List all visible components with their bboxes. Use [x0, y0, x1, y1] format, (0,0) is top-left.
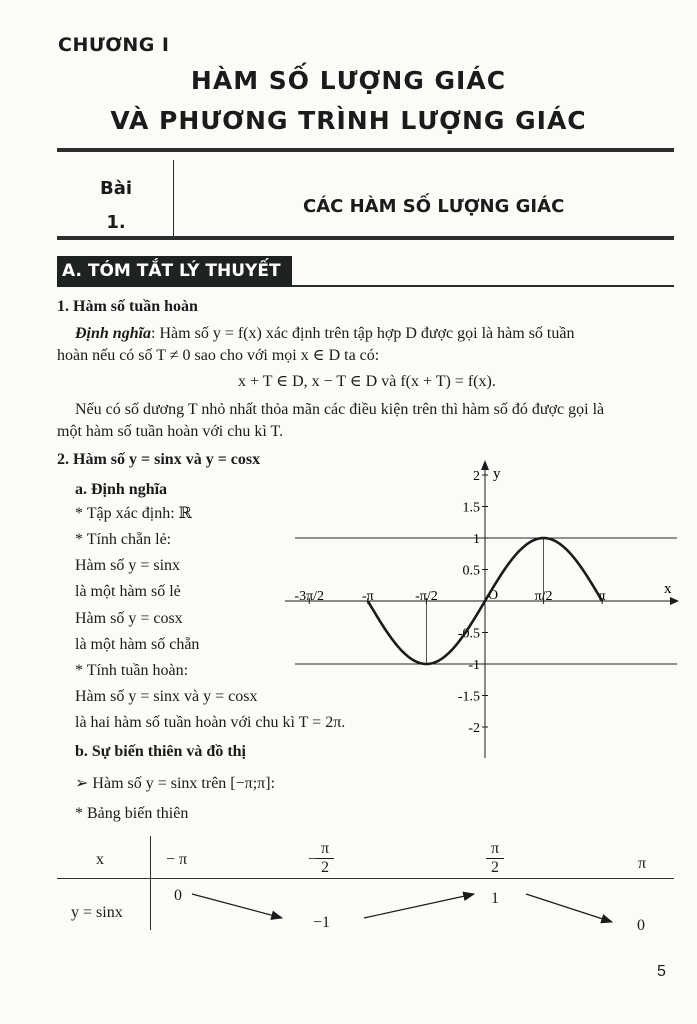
- x-axis-label: x: [664, 581, 672, 597]
- y-axis-arrow: [481, 460, 489, 470]
- x-axis-arrow: [670, 597, 679, 605]
- definition-formula: x + T ∈ D, x − T ∈ D và f(x + T) = f(x).: [238, 373, 496, 390]
- fraction-numerator: π: [316, 840, 334, 859]
- sin-parity-line1: Hàm số y = sinx: [75, 557, 181, 574]
- chapter-title-line1: HÀM SỐ LƯỢNG GIÁC: [190, 66, 507, 95]
- cos-parity-line1: Hàm số y = cosx: [75, 610, 183, 627]
- y-tick-label: -0.5: [457, 626, 480, 642]
- part2-heading: 2. Hàm số y = sinx và y = cosx: [57, 451, 261, 468]
- sin-interval-item: ➢ Hàm số y = sinx trên [−π;π]:: [75, 775, 276, 792]
- lesson-label-word: Bài: [100, 178, 133, 199]
- x-tick-label: -3π/2: [294, 589, 325, 604]
- x-tick-label: π/2: [534, 589, 553, 604]
- table-y-value-0: 0: [174, 887, 182, 904]
- lesson-title: CÁC HÀM SỐ LƯỢNG GIÁC: [303, 196, 565, 217]
- y-tick-label: -1: [468, 658, 480, 673]
- header-divider: [57, 148, 674, 152]
- fraction-denominator: 2: [321, 859, 329, 876]
- y-tick-label: -2: [468, 721, 480, 736]
- decreasing-arrow: [526, 894, 612, 922]
- lesson-label-number: 1.: [106, 212, 126, 233]
- table-y-label: y = sinx: [71, 904, 123, 921]
- definition-line2: hoàn nếu có số T ≠ 0 sao cho với mọi x ∈ D ta có:: [57, 347, 380, 364]
- table-x-value-neg-pi: − π: [166, 851, 188, 868]
- chapter-label: CHƯƠNG I: [58, 34, 170, 56]
- cos-parity-line2: là một hàm số chẵn: [75, 636, 200, 653]
- table-y-value-3: 0: [637, 917, 645, 934]
- subsection-a: a. Định nghĩa: [75, 481, 168, 498]
- decreasing-arrow: [192, 894, 282, 918]
- sin-parity-line2: là một hàm số lẻ: [75, 583, 181, 600]
- sine-graph: [285, 458, 680, 758]
- y-tick-label: 2: [473, 469, 480, 484]
- periodic-line1: Hàm số y = sinx và y = cosx: [75, 688, 258, 705]
- table-x-value-half-pi: [486, 840, 504, 877]
- lesson-separator: [173, 160, 174, 236]
- domain-item: * Tập xác định: ℝ: [75, 505, 192, 522]
- x-tick-label: -π: [361, 589, 374, 604]
- period-note-line1: Nếu có số dương T nhỏ nhất thỏa mãn các điều kiện trên thì hàm số đó được gọi là: [75, 401, 605, 418]
- table-x-sign: −: [308, 851, 318, 868]
- y-axis-label: y: [493, 466, 501, 482]
- y-tick-label: 1.5: [462, 500, 480, 516]
- table-x-value-pi: π: [638, 855, 647, 872]
- page-number: 5: [657, 963, 666, 980]
- x-tick-label: -π/2: [415, 589, 438, 604]
- variation-table-heading: * Bảng biến thiên: [75, 805, 189, 822]
- fraction-numerator: π: [486, 840, 504, 859]
- y-tick-label: 0.5: [462, 563, 480, 579]
- variation-arrows: [150, 878, 690, 938]
- table-x-value-neg-half-pi: [316, 840, 334, 877]
- subsection-b: b. Sự biến thiên và đồ thị: [75, 743, 246, 760]
- table-y-value-2: 1: [491, 890, 499, 907]
- table-y-value-1: −1: [313, 914, 331, 931]
- definition-line1: [75, 323, 574, 345]
- fraction-denominator: 2: [491, 859, 499, 876]
- chapter-title-line2: VÀ PHƯƠNG TRÌNH LƯỢNG GIÁC: [110, 106, 587, 135]
- definition-text: : Hàm số y = f(x) xác định trên tập hợp D được gọi là hàm số tuần: [151, 325, 575, 342]
- x-tick-label: π: [598, 589, 606, 604]
- lesson-label: [100, 172, 132, 240]
- x-tick-label: O: [488, 588, 499, 603]
- definition-label: Định nghĩa: [75, 325, 152, 342]
- y-tick-label: -1.5: [457, 689, 480, 705]
- part1-heading: 1. Hàm số tuần hoàn: [57, 298, 198, 315]
- table-x-label: x: [96, 851, 104, 868]
- section-heading: A. TÓM TẮT LÝ THUYẾT: [57, 256, 292, 287]
- parity-item: * Tính chẵn lẻ:: [75, 531, 172, 548]
- section-underline: [292, 285, 674, 287]
- increasing-arrow: [364, 894, 474, 918]
- period-note-line2: một hàm số tuần hoàn với chu kì T.: [57, 423, 284, 440]
- periodic-item: * Tính tuần hoàn:: [75, 662, 189, 679]
- periodic-line2: là hai hàm số tuần hoàn với chu kì T = 2π.: [75, 714, 346, 731]
- y-tick-label: 1: [473, 532, 480, 547]
